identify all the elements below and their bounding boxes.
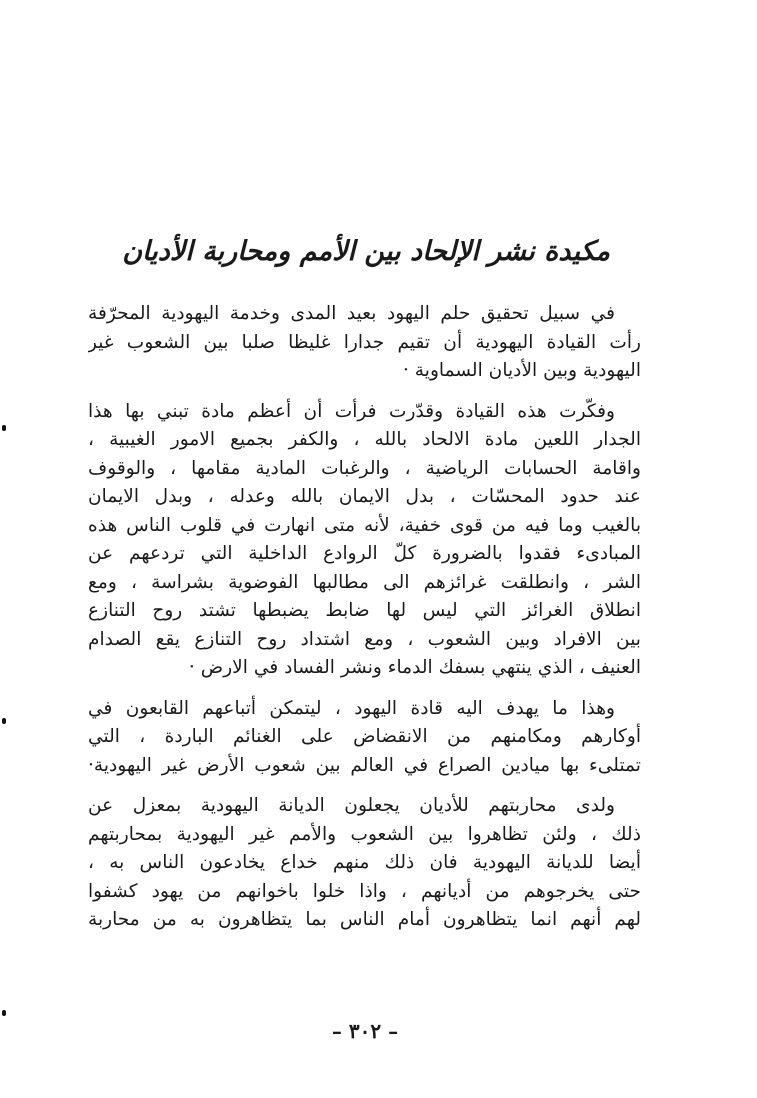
page-number: – ٣٠٢ – (331, 1019, 399, 1043)
text-line: العنيف ، الذي ينتهي بسفك الدماء ونشر الفساد في الارض · (188, 657, 641, 678)
text-line: أيضا للديانة اليهودية فان ذلك منهم خداع يخادعون الناس به ، (88, 852, 641, 873)
text-line: رأت القيادة اليهودية أن تقيم جدارا غليظا صلبا بين الشعوب غير (88, 331, 641, 353)
scan-mark (2, 718, 6, 724)
scan-mark (2, 425, 6, 431)
scan-mark (2, 1010, 6, 1016)
text-line: واقامة الحسابات الرياضية ، والرغبات المادية مقامها ، والوقوف (88, 457, 641, 479)
text-line: الجدار اللعين مادة الالحاد بالله ، والكفر بجميع الامور الغيبية ، (88, 429, 641, 450)
text-line: أوكارهم ومكامنهم من الانقضاض على الغنائم الباردة ، التي (88, 726, 641, 747)
text-line: تمتلىء بها ميادين الصراع في العالم بين شعوب الأرض غير اليهودية· (88, 754, 641, 776)
text-line: حتى يخرجوهم من أديانهم ، واذا خلوا باخوانهم من يهود كشفوا (88, 880, 641, 902)
text-line: المبادىء فقدوا بالضرورة كلّ الروادع الداخلية التي تردعهم عن (88, 543, 641, 564)
text-line: ذلك ، ولئن تظاهروا بين الشعوب والأمم غير اليهودية بمحاربتهم (88, 823, 641, 845)
text-line: وهذا ما يهدف اليه قادة اليهود ، ليتمكن أتباعهم القابعون في (88, 697, 615, 719)
paragraph-1 (88, 300, 641, 386)
body-text (88, 300, 641, 947)
paragraph-3 (88, 695, 641, 781)
text-line: ولدى محاربتهم للأديان يجعلون الديانة اليهودية بمعزل عن (88, 795, 615, 816)
text-line: في سبيل تحقيق حلم اليهود بعيد المدى وخدمة اليهودية المحرّفة (88, 303, 615, 324)
text-line: وفكّرت هذه القيادة وقدّرت فرأت أن أعظم مادة تبني بها هذا (88, 400, 615, 422)
text-line: بالغيب وما فيه من قوى خفية، لأنه متى انهارت في قلوب الناس هذه (88, 514, 641, 536)
paragraph-2 (88, 398, 641, 683)
chapter-title: مكيدة نشر الإلحاد بين الأمم ومحاربة الأديان (122, 236, 610, 267)
text-line: انطلاق الغرائز التي ليس لها ضابط يضبطها تشتد روح التنازع (88, 600, 641, 621)
paragraph-4 (88, 792, 641, 935)
text-line: لهم أنهم انما يتظاهرون أمام الناس بما يتظاهرون به من محاربة (88, 909, 641, 930)
text-line: عند حدود المحسّات ، بدل الايمان بالله وعدله ، وبدل الايمان (88, 486, 641, 507)
text-line: الشر ، وانطلقت غرائزهم الى مطالبها الفوضوية بشراسة ، ومع (88, 571, 641, 593)
text-line: اليهودية وبين الأديان السماوية · (402, 360, 641, 381)
text-line: بين الافراد وبين الشعوب ، ومع اشتداد روح التنازع يقع الصدام (88, 628, 641, 650)
